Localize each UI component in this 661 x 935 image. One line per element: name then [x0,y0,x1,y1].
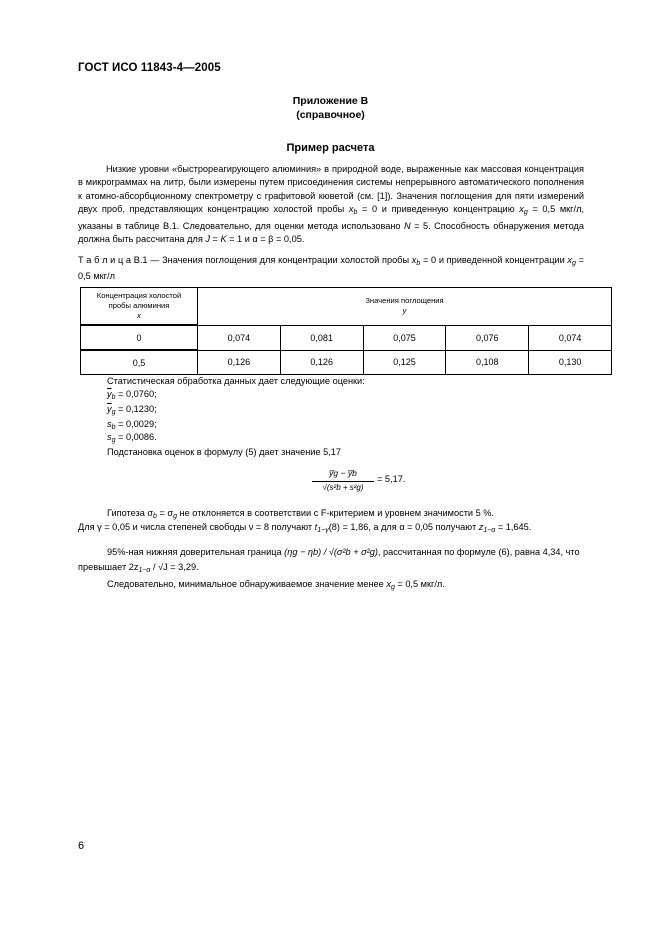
table-cell: 0,075 [363,325,446,350]
subscript-b: b [153,513,157,520]
absorbance-table [80,287,612,375]
table-cell: 0,074 [198,325,281,350]
stat-yg-value: = 0,1230; [115,404,157,414]
bound-text-3: превышает 2z [78,562,139,572]
stat-yb-value: = 0,0760; [115,389,157,399]
var-x: x [519,204,524,215]
bound-line-1 [107,546,580,559]
section-title: Пример расчета [286,142,375,154]
subscript-t: 1−γ [317,527,329,534]
fraction-bar [312,481,374,482]
degrees-text-3: = 1,645. [495,522,532,532]
header-absorbance-var: y [402,306,407,316]
table-row [81,350,612,375]
intro-text-6: = 1 и α = β = 0,05. [226,234,305,245]
document-code: ГОСТ ИСО 11843-4—2005 [78,62,221,74]
stat-sb-sub: b [111,424,116,431]
subscript-z: 1−α [483,527,496,534]
header-concentration-var: x [137,311,141,320]
table-row [81,325,612,350]
conclusion-text-2: = 0,5 мкг/л. [394,579,445,589]
formula-numerator: y̅g − y̅b [329,468,357,478]
header-concentration-label: Концентрация холостой пробы алюминия [96,291,182,310]
header-concentration [81,288,198,326]
stat-sb-value: = 0,0029; [115,419,157,429]
var-x: x [386,579,391,589]
appendix-title: Приложение В [292,95,369,107]
subscript-z: 1−α [138,567,151,574]
var-t: t [314,522,318,532]
stats-intro: Статистическая обработка данных дает следующие оценки: [107,376,365,386]
degrees-text-1: Для γ = 0,05 и числа степеней свободы ν = 8 получают [78,522,315,532]
var-x: x [567,255,573,265]
stat-sg-sub: g [111,437,116,444]
hypothesis-text-3: не отклоняется в соответствии с F-критерием и уровнем значимости 5 %. [177,508,494,518]
stat-yb-symbol: $\overline{y}$ [107,389,112,399]
table-cell: 0,108 [446,350,529,375]
page-number: 6 [78,840,85,852]
stat-yg-symbol: $\overline{y}$ [107,404,112,414]
caption-text-3: = 0,5 мкг/л [78,255,584,282]
hypothesis-text-2: = σ [156,508,174,518]
stat-sg-symbol: s [107,432,112,442]
intro-paragraph [78,163,584,246]
var-k: K [220,234,227,245]
bound-text-1: 95%-ная нижняя доверительная граница [107,547,285,557]
stat-yg-sub: g [111,409,116,416]
var-n: N [404,220,411,231]
subscript-g: g [523,209,528,217]
degrees-text-2: (8) = 1,86, а для α = 0,05 получают [328,522,479,532]
table-cell: 0,076 [446,325,529,350]
header-absorbance-label: Значения поглощения [365,296,444,306]
table-header-row [81,288,612,326]
subscript-g: g [390,584,395,591]
stat-sb-symbol: s [107,419,112,429]
bound-text-2: , рассчитанная по формуле (6), равна 4,34, что [377,547,580,557]
header-absorbance [198,288,612,326]
table-cell: 0,126 [198,350,281,375]
table-cell: 0,126 [280,350,363,375]
formula-denominator: √(s²b + s²g) [322,483,364,492]
table-cell-x: 0 [81,325,198,350]
bound-line-2 [78,561,199,578]
intro-text-2: = 0 и приведенную концентрацию [357,204,520,215]
subscript-g: g [572,260,576,267]
stat-sg-value: = 0,0086. [115,432,157,442]
conclusion-text-1: Следовательно, минимальное обнаруживаемое значение менее [107,579,387,589]
appendix-note: (справочное) [296,109,365,121]
subscript-b: b [353,209,358,217]
table-cell: 0,074 [529,325,612,350]
conclusion-line [107,578,445,595]
stat-yb-sub: b [111,394,116,401]
var-x: x [348,204,354,215]
formula-result: = 5,17. [377,474,406,484]
table-cell-x: 0,5 [81,350,198,375]
caption-text-1: В.1 — Значения поглощения для концентрации холостой пробы [131,255,412,265]
subscript-g: g [173,513,177,520]
var-z: z [478,522,484,532]
degrees-line [78,521,531,538]
intro-text-4: = 5. Способность обнаружения метода должна быть рассчитана для [78,220,584,245]
var-x: x [411,255,417,265]
intro-text-5: = [209,234,221,245]
appendix-heading [0,94,661,122]
bound-text-4: / √J = 3,29. [150,562,199,572]
intro-text-3: = 0,5 мкг/л, указаны в таблице В.1. Следовательно, для оценки метода использовано [78,204,585,231]
table-cell: 0,125 [363,350,446,375]
table-caption [78,254,584,284]
table-cell: 0,130 [529,350,612,375]
caption-text-2: = 0 и приведенной концентрации [420,255,568,265]
var-j: J [205,234,210,245]
table-cell: 0,081 [280,325,363,350]
bound-expression: (ηg − ηb) / √(σ²b + σ²g) [284,547,378,557]
caption-label: Т а б л и ц а [78,255,132,265]
intro-text-1: Низкие уровни «быстрореагирующего алюминия» в природной воде, выраженные как массовая концентрация в микрограммах на литр, были измерены путем присоединения системы непрерывного автоматического пополнения к атомно-абсорбционному спектрометру с графитовой кюветой (см. [1]). Значения поглощения для пяти измерений двух проб, представляющих концентрацию холостой пробы [78,164,584,215]
formula-intro: Подстановка оценок в формулу (5) дает значение 5,17 [107,447,341,457]
subscript-b: b [416,260,421,267]
hypothesis-text-1: Гипотеза σ [107,508,154,518]
